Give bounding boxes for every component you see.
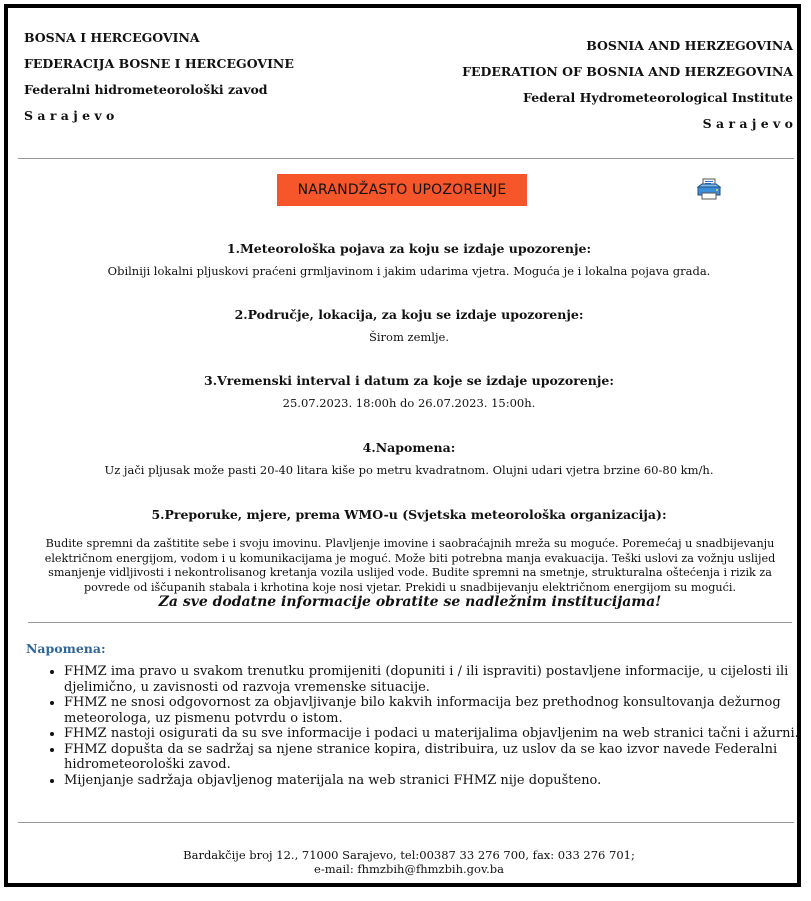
warning-level-badge: NARANDŽASTO UPOZORENJE bbox=[277, 174, 527, 206]
footer-divider bbox=[18, 822, 794, 823]
section-title: 1.Meteorološka pojava za koju se izdaje upozorenje: bbox=[226, 241, 592, 256]
section-title: 3.Vremenski interval i datum za koje se izdaje upozorenje: bbox=[204, 373, 614, 388]
header-right-federation: FEDERATION OF BOSNIA AND HERZEGOVINA bbox=[462, 64, 793, 79]
section-body: Obilniji lokalni pljuskovi praćeni grmljavinom i jakim udarima vjetra. Moguća je i lokalna pojava grada. bbox=[107, 264, 711, 278]
recommendations-text: Budite spremni da zaštitite sebe i svoju imovinu. Plavljenje imovine i saobraćajnih mreža su moguće. Poremećaj u snadbijevanju električnom energijom, vodom i u komunikacijama je moguć. Može biti potrebna manja evakuacija. Teški uslovi za vožnju uslijed smanjenje vidljivosti i nekontrolisanog kretanja vozila uslijed vode. Budite spremni na smetnje, strukturalna oštećenja i rizik za povrede od iščupanih stabala i krhotina koje nosi vjetar. Prekidi u snadbijevanju električnom energijom su mogući. bbox=[44, 537, 776, 594]
header-right-country: BOSNIA AND HERZEGOVINA bbox=[586, 38, 793, 53]
list-item: • FHMZ ima pravo u svakom trenutku promijeniti (dopuniti i / ili ispraviti) postavljene informacije, u cijelosti ili djelimično, u zavisnosti od razvoja vremenske situacije. bbox=[64, 664, 804, 695]
list-item: • FHMZ dopušta da se sadržaj sa njene stranice kopira, distribuira, uz uslov da se kao izvor navede Federalni hidrometeorološki zavod. bbox=[64, 742, 804, 773]
header-left-country: BOSNA I HERCEGOVINA bbox=[24, 30, 200, 45]
header-left-federation: FEDERACIJA BOSNE I HERCEGOVINE bbox=[24, 56, 294, 71]
section-phenomenon bbox=[24, 241, 794, 278]
section-recommendations bbox=[24, 507, 794, 522]
footer-address: Bardakčije broj 12., 71000 Sarajevo, tel:00387 33 276 700, fax: 033 276 701; bbox=[183, 848, 635, 862]
section-remark bbox=[24, 440, 794, 477]
contact-callout: Za sve dodatne informacije obratite se nadležnim institucijama! bbox=[158, 594, 662, 610]
list-item: • FHMZ ne snosi odgovornost za objavljivanje bilo kakvih informacija bez prethodnog konsultovanja dežurnog meteorologa, uz pismenu potvrdu o istom. bbox=[64, 695, 804, 726]
printer-icon[interactable] bbox=[696, 178, 722, 200]
recommendations-block bbox=[30, 537, 790, 610]
header-right-institute: Federal Hydrometeorological Institute bbox=[523, 90, 793, 105]
section-body: Širom zemlje. bbox=[368, 330, 449, 344]
page-frame bbox=[4, 4, 801, 887]
section-title: 5.Preporuke, mjere, prema WMO-u (Svjetska meteorološka organizacija): bbox=[151, 507, 667, 522]
content-divider bbox=[28, 622, 792, 623]
footer bbox=[24, 848, 794, 876]
section-title: 2.Područje, lokacija, za koju se izdaje upozorenje: bbox=[234, 307, 584, 322]
header-right bbox=[462, 38, 793, 142]
header-left-city: S a r a j e v o bbox=[24, 108, 115, 123]
header-left bbox=[24, 30, 294, 134]
section-interval bbox=[24, 373, 794, 410]
header-right-city: S a r a j e v o bbox=[702, 116, 793, 131]
header-left-institute: Federalni hidrometeorološki zavod bbox=[24, 82, 268, 97]
section-title: 4.Napomena: bbox=[362, 440, 456, 455]
list-item: • Mijenjanje sadržaja objavljenog materijala na web stranici FHMZ nije dopušteno. bbox=[64, 773, 804, 789]
list-item: • FHMZ nastoji osigurati da su sve informacije i podaci u materijalima objavljenim na web stranici tačni i ažurni. bbox=[64, 726, 804, 742]
header-divider bbox=[18, 158, 794, 159]
section-area bbox=[24, 307, 794, 344]
section-body: Uz jači pljusak može pasti 20-40 litara kiše po metru kvadratnom. Olujni udari vjetra brzine 60-80 km/h. bbox=[104, 463, 714, 477]
section-body: 25.07.2023. 18:00h do 26.07.2023. 15:00h. bbox=[282, 396, 536, 410]
note-title: Napomena: bbox=[26, 641, 106, 656]
footer-email[interactable]: e-mail: fhmzbih@fhmzbih.gov.ba bbox=[314, 862, 504, 876]
note-list bbox=[26, 664, 804, 788]
